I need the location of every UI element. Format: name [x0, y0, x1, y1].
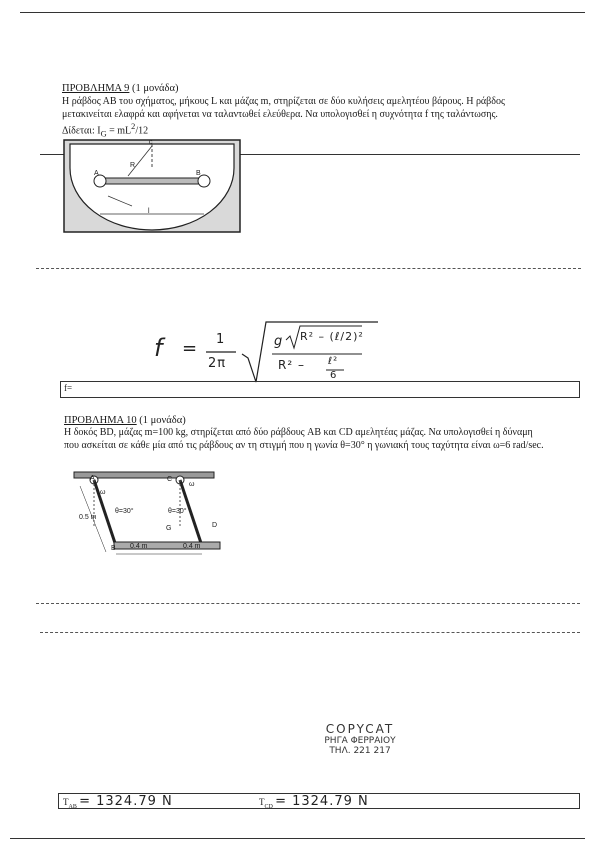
problem9-text-line1: Η ράβδος ΑΒ του σχήματος, μήκους L και μάζας m, στηρίζεται σε δύο κυλήσεις αμελητέου βάρους. Η ράβδος — [62, 96, 505, 107]
problem10-fig-label-g: G — [166, 525, 172, 532]
problem10-text — [64, 427, 579, 452]
problem9-formula — [150, 318, 380, 380]
problem10-text-line2: που ασκείται σε κάθε μία από τις ράβδους αν τη στιγμή που η γωνία θ=30° η γωνιακή τους ταχύτητα είναι ω=6 rad/sec. — [64, 439, 544, 451]
problem9-text — [62, 96, 562, 141]
problem10-points: (1 μονάδα) — [139, 415, 186, 426]
stamp-address: ΡΗΓΑ ΦΕΡΡΑΙΟΥ — [324, 736, 396, 746]
problem10-fig-label-c: C — [167, 476, 173, 483]
problem9-fig-label-r: R — [130, 162, 136, 169]
answer-tab: $T_{AB} = 1324.79$ N — [63, 794, 173, 810]
formula-eq: = — [182, 338, 199, 359]
stamp-phone: ΤΗΛ. 221 217 — [329, 746, 391, 756]
problem9-fig-label-b: B — [196, 170, 201, 177]
problem9-answer-prefix: f= — [64, 383, 73, 393]
problem9-figure — [62, 138, 242, 234]
problem9-fig-label-a: A — [94, 170, 99, 177]
formula-denom-6: 6 — [330, 370, 338, 381]
problem9-label: ΠΡΟΒΛΗΜΑ 9 — [62, 83, 130, 94]
problem9-fig-label-l: l — [148, 208, 150, 215]
problem10-fig-label-b: B — [111, 545, 116, 552]
problem10-dash-1 — [36, 603, 580, 604]
problem9-fig-label-c: c — [149, 139, 153, 146]
problem9-dash-separator — [36, 268, 581, 269]
formula-denom-l: ℓ² — [328, 356, 339, 367]
problem10-fig-len-04b: 0.4 m — [183, 543, 201, 550]
problem10-fig-len-05: 0.5 m — [79, 514, 97, 521]
answer-tcd: $T_{CD} = 1324.79$ N — [259, 794, 369, 810]
answer-tab-value: = 1324.79 N — [79, 794, 173, 809]
problem10-fig-label-omega-a: ω — [100, 489, 106, 496]
formula-g: g — [274, 334, 284, 349]
problem10-fig-label-a: A — [90, 475, 95, 482]
formula-f: f — [154, 334, 164, 362]
problem10-title — [64, 415, 186, 426]
formula-two-pi: 2π — [208, 356, 227, 371]
problem10-fig-label-d: D — [212, 522, 218, 529]
problem10-fig-label-omega-c: ω — [189, 481, 195, 488]
formula-one: 1 — [216, 332, 226, 347]
formula-denom-r: R² – — [278, 358, 305, 372]
problem10-label: ΠΡΟΒΛΗΜΑ 10 — [64, 415, 137, 426]
problem9-given: Δίδεται: $I_G = mL^2/12$ — [62, 122, 149, 139]
problem9-points: (1 μονάδα) — [132, 83, 179, 94]
bottom-border — [10, 838, 585, 839]
problem9-answer-box — [60, 381, 580, 398]
answer-tcd-value: = 1324.79 N — [275, 794, 369, 809]
problem10-answer-row — [58, 793, 580, 809]
formula-numer: R² – (ℓ/2)² — [300, 330, 364, 343]
problem9-title — [62, 83, 179, 94]
problem10-text-line1: Η δοκός ΒD, μάζας m=100 kg, στηρίζεται από δύο ράβδους AB και CD αμελητέας μάζας. Να υπολογισθεί η δύναμη — [64, 427, 533, 438]
problem10-fig-len-04a: 0.4 m — [130, 543, 148, 550]
copycat-stamp — [300, 722, 420, 756]
problem10-dash-2 — [40, 632, 580, 633]
problem10-fig-theta-right: θ=30° — [168, 508, 187, 515]
top-border — [20, 12, 585, 13]
problem9-text-line2: μετακινείται ελαφρά και αφήνεται να ταλαντωθεί ελεύθερα. Να υπολογισθεί η συχνότητα f της ταλάντωσης. — [62, 108, 498, 120]
problem10-fig-theta-left: θ=30° — [115, 508, 134, 515]
stamp-name: COPYCAT — [325, 722, 395, 736]
